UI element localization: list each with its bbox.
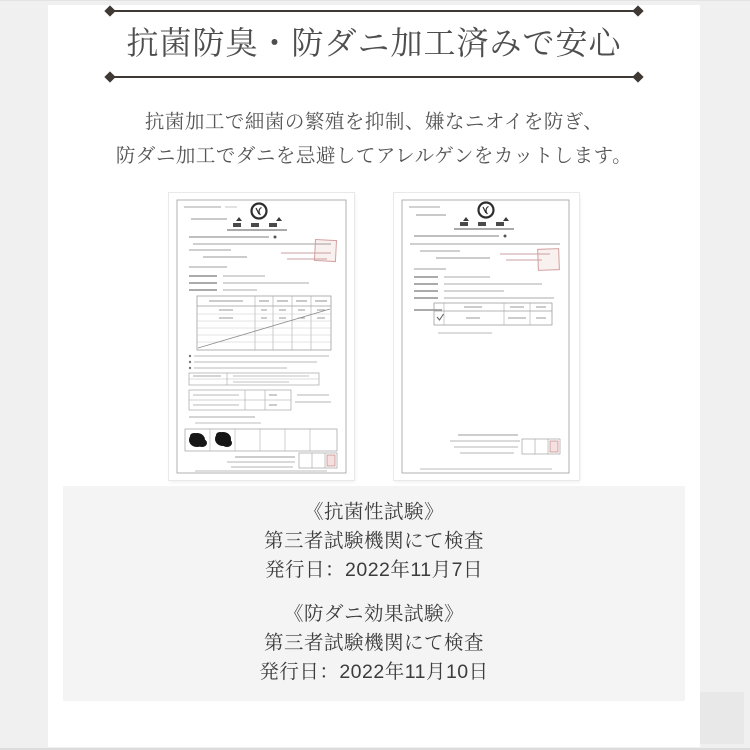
red-stamp-small bbox=[327, 455, 335, 466]
intro-line-1: 抗菌加工で細菌の繁殖を抑制、嫌なニオイを防ぎ、 bbox=[144, 111, 604, 133]
specimen-photo-blobs bbox=[189, 432, 232, 447]
certificate-image-antimite bbox=[394, 193, 579, 480]
antimite-report-graphic bbox=[394, 193, 579, 480]
intro-line-2: 防ダニ加工でダニを忌避してアレルゲンをカットします。 bbox=[115, 145, 633, 167]
red-stamp bbox=[314, 239, 336, 261]
decorative-rule-bottom bbox=[110, 76, 638, 78]
test-issue-date: 発行日：2022年11月7日 bbox=[265, 559, 483, 581]
test-agency: 第三者試験機関にて検査 bbox=[263, 632, 484, 654]
certification-seal-icon bbox=[479, 203, 494, 218]
test-results-panel bbox=[63, 486, 685, 701]
test-name: 《防ダニ効果試験》 bbox=[283, 603, 464, 625]
red-stamp-small bbox=[550, 441, 558, 452]
result-block-antibacterial bbox=[63, 498, 685, 585]
red-stamp bbox=[538, 249, 560, 271]
intro-text bbox=[116, 105, 632, 173]
test-agency: 第三者試験機関にて検査 bbox=[263, 530, 484, 552]
checkmark bbox=[437, 314, 444, 320]
page-title: 抗菌防臭・防ダニ加工済みで安心 bbox=[126, 25, 622, 61]
certificate-image-antibacterial bbox=[169, 193, 354, 480]
certification-seal-icon bbox=[252, 204, 267, 219]
background-corner-patch bbox=[700, 692, 744, 744]
antibacterial-report-graphic bbox=[169, 193, 354, 480]
content-card bbox=[48, 5, 700, 747]
test-name: 《抗菌性試験》 bbox=[303, 501, 444, 523]
certificates-row bbox=[169, 193, 579, 480]
test-issue-date: 発行日：2022年11月10日 bbox=[259, 661, 489, 683]
result-block-antimite bbox=[63, 600, 685, 687]
decorative-rule-top bbox=[110, 10, 638, 12]
